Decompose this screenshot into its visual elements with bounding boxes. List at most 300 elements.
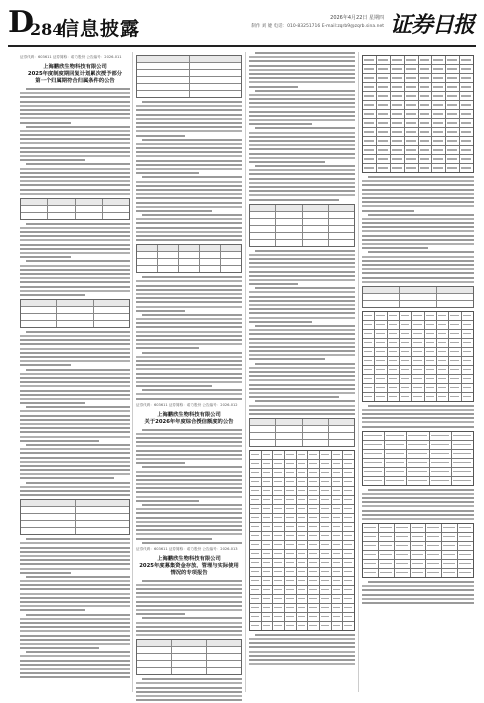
table-cell [250, 514, 262, 522]
table-cell [375, 384, 387, 392]
table-row [250, 419, 354, 426]
text-line [20, 273, 130, 275]
text-line [362, 281, 474, 283]
table-row [363, 560, 473, 569]
text-line [20, 601, 130, 603]
text-line [362, 205, 474, 207]
table-cell [458, 533, 473, 541]
text-line [362, 505, 474, 507]
table-cell [460, 137, 473, 145]
text-line [249, 111, 355, 113]
table-cell [425, 366, 437, 374]
table-cell [388, 321, 400, 329]
table-cell [308, 550, 320, 558]
text-line [20, 465, 130, 467]
text-line [136, 441, 242, 443]
table-cell [432, 128, 446, 136]
table-cell [430, 450, 452, 458]
table-cell [273, 586, 285, 594]
text-line [136, 143, 242, 145]
text-line [249, 308, 355, 310]
table-row [363, 128, 473, 137]
text-line [142, 389, 242, 391]
table-cell [221, 259, 241, 265]
table-cell [273, 478, 285, 486]
text-line [20, 343, 130, 345]
table-cell [432, 56, 446, 64]
table-cell [94, 307, 129, 313]
table-cell [391, 155, 405, 163]
text-line [136, 218, 242, 220]
text-line [362, 585, 474, 587]
table-cell [21, 514, 76, 520]
table-row [363, 110, 473, 119]
table-cell [250, 577, 262, 585]
text-line [362, 235, 474, 237]
table-cell [285, 460, 297, 468]
text-line [136, 630, 242, 632]
table-cell [285, 568, 297, 576]
text-line [136, 512, 242, 514]
table-cell [158, 259, 179, 265]
table-row [137, 640, 241, 647]
text-line [136, 239, 242, 241]
table-cell [400, 393, 412, 401]
table-cell [405, 83, 419, 91]
table-cell [363, 128, 377, 136]
table-cell [407, 432, 429, 440]
text-block [136, 276, 242, 399]
table-row [363, 375, 473, 384]
text-line [362, 501, 474, 503]
text-line [20, 477, 114, 479]
table-cell [363, 119, 377, 127]
table-cell [320, 514, 332, 522]
text-line [26, 163, 130, 165]
table-cell [432, 119, 446, 127]
table-row [250, 532, 354, 541]
text-line [249, 161, 325, 163]
text-line [368, 489, 474, 491]
table-cell [332, 586, 344, 594]
table-cell [446, 155, 460, 163]
text-line [20, 394, 130, 396]
table-row [137, 84, 241, 91]
table-cell [94, 300, 129, 306]
company-name: 上海鹏欣生物科技有限公司 [43, 64, 107, 70]
text-line [249, 283, 298, 285]
text-line [26, 369, 130, 371]
table-cell [419, 164, 433, 172]
text-line [136, 682, 242, 684]
text-line [136, 343, 242, 345]
table-row [250, 460, 354, 469]
table-cell [412, 348, 424, 356]
table-cell [76, 514, 130, 520]
text-line [136, 339, 242, 341]
table-cell [273, 487, 285, 495]
table-cell [452, 468, 473, 476]
table-cell [200, 245, 221, 251]
table-cell [285, 487, 297, 495]
table-cell [388, 384, 400, 392]
table-cell [377, 101, 391, 109]
text-line [20, 398, 130, 400]
data-table [249, 418, 355, 447]
text-line [136, 601, 242, 603]
table-cell [460, 56, 473, 64]
text-line [136, 126, 242, 128]
text-line [20, 96, 130, 98]
table-cell [391, 56, 405, 64]
table-cell [297, 496, 309, 504]
table-cell [343, 496, 354, 504]
text-line [136, 130, 242, 132]
table-row [250, 240, 354, 246]
table-row [250, 622, 354, 630]
table-cell [76, 507, 130, 513]
table-cell [449, 357, 461, 365]
table-cell [400, 339, 412, 347]
table-cell [412, 312, 424, 320]
text-line [368, 581, 474, 583]
data-table [249, 204, 355, 247]
text-line [136, 433, 242, 435]
text-line [20, 609, 85, 611]
table-cell [308, 604, 320, 612]
table-cell [343, 577, 354, 585]
announcement-code: 证券代码：603611 证券简称：诺力股份 公告编号：2026-012 [136, 402, 238, 407]
table-cell [437, 393, 449, 401]
table-cell [332, 469, 344, 477]
table-cell [200, 252, 221, 258]
table-cell [250, 586, 262, 594]
table-row [363, 468, 473, 477]
table-cell [377, 137, 391, 145]
table-cell [363, 450, 385, 458]
table-cell [391, 101, 405, 109]
table-cell [363, 569, 379, 577]
text-line [142, 617, 242, 619]
table-cell [297, 613, 309, 621]
table-cell [137, 661, 172, 667]
text-line [20, 142, 130, 144]
text-line [249, 367, 355, 369]
table-cell [363, 287, 400, 293]
table-cell [250, 568, 262, 576]
table-cell [332, 451, 344, 459]
table-cell [363, 339, 375, 347]
table-cell [363, 384, 375, 392]
text-line [142, 466, 242, 468]
table-cell [343, 532, 354, 540]
table-cell [391, 146, 405, 154]
table-cell [250, 622, 262, 630]
table-cell [363, 83, 377, 91]
table-cell [250, 240, 276, 246]
table-cell [343, 487, 354, 495]
text-line [136, 699, 242, 701]
announcement-code: 证券代码：603611 证券简称：诺力股份 公告编号：2026-013 [136, 546, 238, 551]
table-cell [332, 541, 344, 549]
table-cell [329, 419, 354, 425]
data-grid [362, 55, 474, 173]
table-cell [449, 339, 461, 347]
text-line [136, 437, 242, 439]
table-cell [273, 460, 285, 468]
table-cell [452, 459, 473, 467]
table-cell [379, 560, 395, 568]
text-line [26, 88, 130, 90]
table-cell [363, 155, 377, 163]
text-line [136, 306, 242, 308]
text-line [136, 385, 212, 387]
table-cell [446, 146, 460, 154]
table-row [250, 233, 354, 240]
data-table [20, 198, 130, 220]
table-cell [425, 321, 437, 329]
text-line [249, 73, 355, 75]
text-line [20, 410, 130, 412]
table-cell [452, 441, 473, 449]
table-row [363, 155, 473, 164]
text-line [142, 214, 242, 216]
text-line [136, 584, 242, 586]
table-cell [363, 301, 400, 307]
table-cell [446, 137, 460, 145]
text-line [136, 364, 242, 366]
table-cell [343, 469, 354, 477]
text-line [249, 144, 355, 146]
table-cell [363, 321, 375, 329]
text-line [20, 635, 130, 637]
table-cell [172, 654, 207, 660]
text-line [362, 589, 474, 591]
table-row [363, 119, 473, 128]
text-line [362, 226, 474, 228]
table-cell [442, 533, 458, 541]
text-line [249, 65, 355, 67]
table-cell [262, 595, 274, 603]
table-cell [363, 551, 379, 559]
table-row [250, 541, 354, 550]
table-cell [430, 468, 452, 476]
text-line [20, 286, 130, 288]
text-line [249, 646, 355, 648]
text-line [362, 184, 474, 186]
text-line [249, 140, 355, 142]
text-line [136, 164, 242, 166]
table-cell [308, 559, 320, 567]
table-cell [76, 500, 130, 506]
text-line [136, 487, 242, 489]
text-line [20, 373, 130, 375]
text-line [20, 622, 130, 624]
table-cell [332, 505, 344, 513]
table-cell [388, 348, 400, 356]
table-cell [303, 240, 329, 246]
text-line [136, 310, 185, 312]
table-cell [391, 137, 405, 145]
table-cell [412, 321, 424, 329]
table-row [250, 505, 354, 514]
table-row [363, 477, 473, 485]
table-row [250, 514, 354, 523]
text-line [362, 417, 474, 419]
table-cell [363, 393, 375, 401]
table-cell [375, 375, 387, 383]
table-cell [462, 366, 473, 374]
table-cell [363, 348, 375, 356]
text-line [20, 431, 130, 433]
text-line [20, 494, 130, 496]
text-line [136, 331, 242, 333]
table-cell [446, 101, 460, 109]
text-line [26, 576, 130, 578]
text-line [362, 277, 474, 279]
table-cell [21, 521, 76, 527]
text-line [26, 614, 130, 616]
text-line [142, 139, 242, 141]
text-line [136, 613, 185, 615]
table-cell [343, 595, 354, 603]
table-cell [297, 577, 309, 585]
table-cell [262, 613, 274, 621]
text-line [136, 227, 242, 229]
table-cell [137, 84, 190, 90]
text-line [20, 155, 130, 157]
table-row [21, 321, 129, 327]
table-row [363, 56, 473, 65]
table-cell [460, 101, 473, 109]
data-table [136, 244, 242, 273]
table-cell [407, 441, 429, 449]
text-block [20, 538, 130, 678]
table-cell [460, 128, 473, 136]
table-cell [332, 604, 344, 612]
text-line [249, 642, 355, 644]
table-cell [320, 586, 332, 594]
text-line [362, 272, 474, 274]
text-block [136, 678, 242, 701]
table-cell [297, 559, 309, 567]
text-line [142, 504, 242, 506]
table-cell [449, 312, 461, 320]
table-cell [276, 419, 302, 425]
text-line [249, 329, 355, 331]
table-cell [262, 541, 274, 549]
table-cell [343, 550, 354, 558]
table-row [137, 63, 241, 70]
table-cell [446, 92, 460, 100]
table-cell [329, 233, 354, 239]
text-line [136, 445, 242, 447]
text-line [20, 290, 130, 292]
text-line [136, 529, 242, 531]
table-row [250, 559, 354, 568]
table-cell [388, 357, 400, 365]
table-row [250, 205, 354, 212]
company-name: 上海鹏欣生物科技有限公司 [157, 555, 221, 562]
text-line [249, 375, 355, 377]
table-cell [329, 226, 354, 232]
table-cell [395, 569, 411, 577]
table-row [363, 137, 473, 146]
table-cell [137, 266, 158, 272]
text-line [249, 136, 355, 138]
text-line [255, 90, 355, 92]
table-cell [308, 595, 320, 603]
text-block [136, 429, 242, 544]
table-cell [458, 560, 473, 568]
table-cell [385, 441, 407, 449]
table-cell [332, 550, 344, 558]
text-line [368, 176, 474, 178]
table-cell [308, 568, 320, 576]
table-cell [405, 155, 419, 163]
table-cell [21, 507, 76, 513]
table-cell [329, 212, 354, 218]
text-line [249, 115, 355, 117]
text-line [136, 525, 242, 527]
text-line [249, 338, 355, 340]
table-cell [391, 65, 405, 73]
table-row [363, 366, 473, 375]
text-line [136, 335, 242, 337]
table-cell [377, 65, 391, 73]
text-line [26, 444, 130, 446]
table-cell [437, 312, 449, 320]
table-cell [377, 74, 391, 82]
table-cell [329, 219, 354, 225]
title-line: 关于2026年年度综合授信额度的公告 [144, 418, 234, 425]
table-cell [458, 542, 473, 550]
table-cell [190, 63, 242, 69]
table-row [363, 321, 473, 330]
table-cell [303, 219, 329, 225]
text-line [20, 551, 130, 553]
table-cell [385, 468, 407, 476]
table-cell [343, 505, 354, 513]
table-cell [332, 460, 344, 468]
table-cell [375, 339, 387, 347]
table-cell [411, 569, 427, 577]
table-cell [250, 451, 262, 459]
text-line [20, 490, 130, 492]
text-line [20, 239, 130, 241]
text-line [136, 500, 199, 502]
table-cell [385, 432, 407, 440]
text-line [136, 172, 199, 174]
table-cell [137, 668, 172, 674]
table-row [363, 450, 473, 459]
text-line [136, 147, 242, 149]
column-divider [132, 52, 133, 692]
table-cell [250, 478, 262, 486]
text-line [136, 155, 242, 157]
table-cell [57, 321, 93, 327]
table-cell [273, 568, 285, 576]
text-block [20, 88, 130, 195]
table-row [363, 92, 473, 101]
text-block [362, 581, 474, 604]
table-cell [363, 459, 385, 467]
table-cell [276, 205, 302, 211]
text-line [249, 132, 355, 134]
text-line [20, 109, 130, 111]
text-line [20, 448, 130, 450]
table-cell [297, 478, 309, 486]
